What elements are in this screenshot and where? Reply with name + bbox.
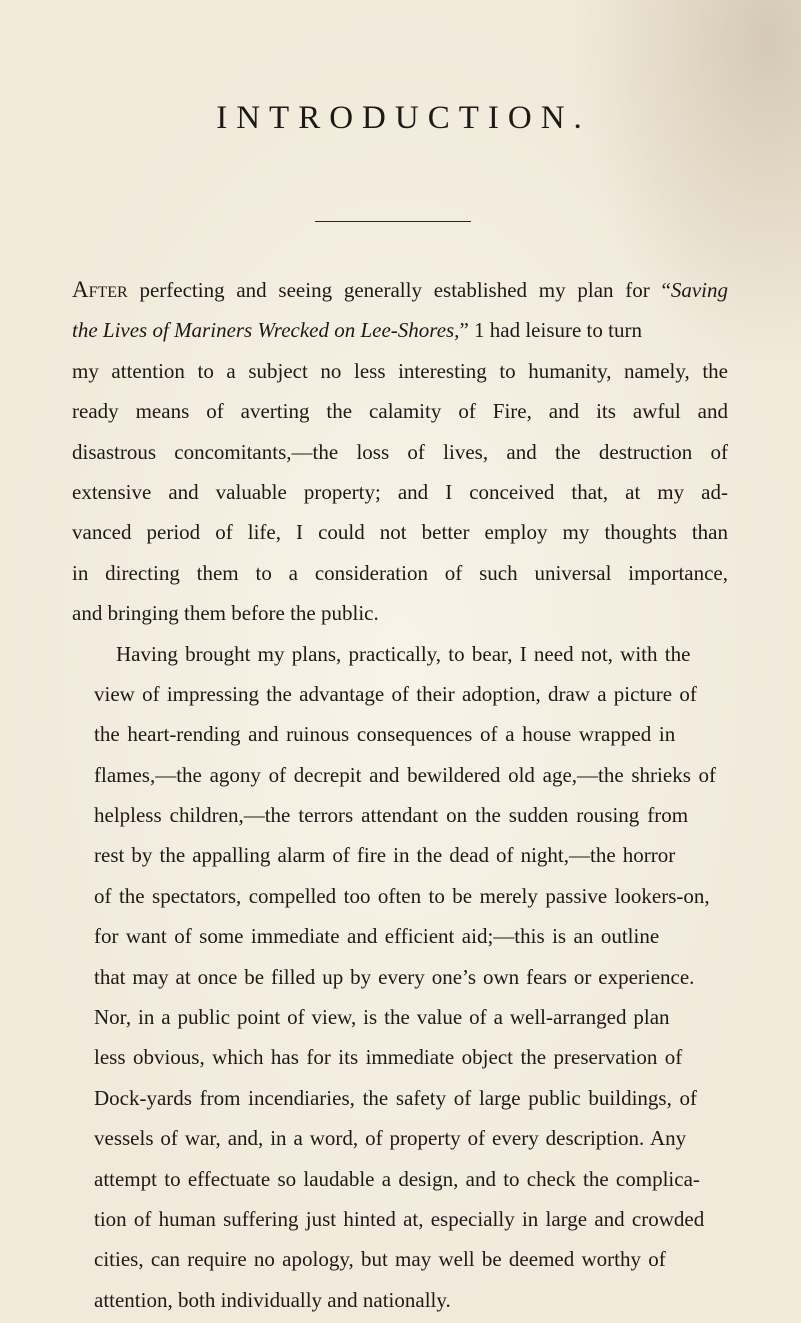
text-line: Dock-yards from incendiaries, the safety of large public buildings, of <box>94 1085 698 1110</box>
text-line: Having brought my plans, practically, to bear, I need not, with the <box>116 641 691 666</box>
title-rule <box>315 221 471 222</box>
text-line: vanced period of life, I could not better employ my thoughts than <box>72 520 728 545</box>
text-line: attempt to effectuate so laudable a design, and to check the complica- <box>94 1166 700 1191</box>
text-line: the Lives of Mariners Wrecked on Lee-Shores,” 1 had leisure to turn <box>72 318 642 343</box>
text-line: Nor, in a public point of view, is the value of a well-arranged plan <box>94 1005 670 1030</box>
text-line: disastrous concomitants,—the loss of lives, and the destruction of <box>72 439 728 464</box>
page-title: INTRODUCTION. <box>216 100 591 136</box>
text-line: in directing them to a consideration of such universal importance, <box>72 560 728 585</box>
text-line: flames,—the agony of decrepit and bewildered old age,—the shrieks of <box>94 762 717 787</box>
text-line: vessels of war, and, in a word, of property of every description. Any <box>94 1126 687 1151</box>
text-line: extensive and valuable property; and I conceived that, at my ad- <box>72 479 728 504</box>
text-line: that may at once be filled up by every one’s own fears or experience. <box>94 964 695 989</box>
paragraph-2 <box>72 634 728 1321</box>
body-text <box>72 270 728 1320</box>
text-line: and bringing them before the public. <box>72 601 379 626</box>
text-line: rest by the appalling alarm of fire in the dead of night,—the horror <box>94 843 676 868</box>
paragraph-1 <box>72 270 728 634</box>
text-line: for want of some immediate and efficient aid;—this is an outline <box>94 924 660 949</box>
text-line: cities, can require no apology, but may well be deemed worthy of <box>94 1247 666 1272</box>
text-line: helpless children,—the terrors attendant on the sudden rousing from <box>94 803 689 828</box>
text-line: of the spectators, compelled too often to be merely passive lookers-on, <box>94 883 710 908</box>
text-line: attention, both individually and nationally. <box>94 1287 451 1312</box>
text-line: my attention to a subject no less interesting to humanity, namely, the <box>72 358 728 383</box>
text-line: ready means of averting the calamity of Fire, and its awful and <box>72 399 728 424</box>
text-line: the heart-rending and ruinous consequences of a house wrapped in <box>94 722 676 747</box>
text-line: tion of human suffering just hinted at, especially in large and crowded <box>94 1206 705 1231</box>
text-line: After perfecting and seeing generally established my plan for “Saving <box>72 277 728 302</box>
text-line: view of impressing the advantage of their adoption, draw a picture of <box>94 681 697 706</box>
text-line: less obvious, which has for its immediate object the preservation of <box>94 1045 683 1070</box>
